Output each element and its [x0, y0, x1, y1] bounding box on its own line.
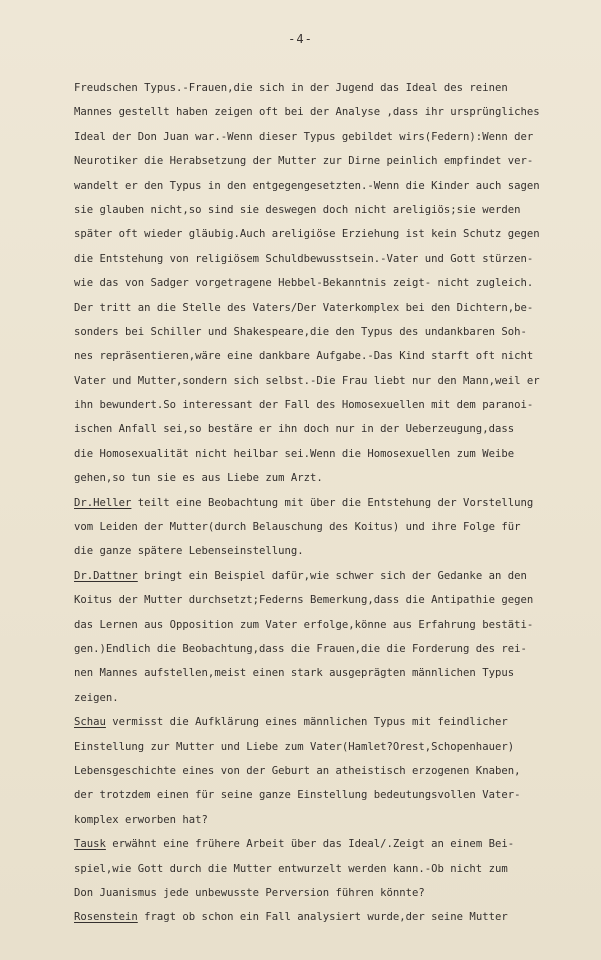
line-text: vom Leiden der Mutter(durch Belauschung des Koitus) und ihre Folge für [74, 521, 521, 534]
line-text: zeigen. [74, 691, 119, 704]
text-line [74, 198, 594, 222]
text-line [74, 417, 594, 441]
line-text: die Homosexualität nicht heilbar sei.Wenn die Homosexuellen zum Weibe [74, 447, 515, 460]
line-text: Vater und Mutter,sondern sich selbst.-Die Frau liebt nur den Mann,weil er [74, 374, 540, 387]
text-line [74, 710, 594, 734]
text-line [74, 857, 594, 881]
text-line [74, 76, 594, 100]
line-text: spiel,wie Gott durch die Mutter entwurzelt werden kann.-Ob nicht zum [74, 862, 508, 875]
text-line [74, 637, 594, 661]
text-line [74, 247, 594, 271]
text-line [74, 174, 594, 198]
line-text: ihn bewundert.So interessant der Fall des Homosexuellen mit dem paranoi- [74, 399, 534, 412]
speaker-name: Rosenstein [74, 911, 138, 924]
line-text: der trotzdem einen für seine ganze Einstellung bedeutungsvollen Vater- [74, 789, 521, 802]
text-line [74, 735, 594, 759]
text-line [74, 100, 594, 124]
line-text: Don Juanismus jede unbewusste Perversion führen könnte? [74, 886, 425, 899]
text-line [74, 539, 594, 563]
line-text: Der tritt an die Stelle des Vaters/Der Vaterkomplex bei den Dichtern,be- [74, 301, 534, 314]
line-text: nes repräsentieren,wäre eine dankbare Aufgabe.-Das Kind starft oft nicht [74, 350, 534, 363]
line-text: später oft wieder gläubig.Auch areligiöse Erziehung ist kein Schutz gegen [74, 228, 540, 241]
line-text: teilt eine Beobachtung mit über die Entstehung der Vorstellung [131, 496, 534, 509]
text-line [74, 369, 594, 393]
line-text: vermisst die Aufklärung eines männlichen Typus mit feindlicher [105, 716, 508, 729]
text-line [74, 320, 594, 344]
line-text: gen.)Endlich die Beobachtung,dass die Frauen,die die Forderung des rei- [74, 642, 527, 655]
speaker-name: Dr.Heller [74, 496, 132, 509]
line-text: fragt ob schon ein Fall analysiert wurde,der seine Mutter [137, 911, 508, 924]
line-text: gehen,so tun sie es aus Liebe zum Arzt. [74, 472, 323, 485]
text-line [74, 881, 594, 905]
text-line [74, 149, 594, 173]
line-text: Ideal der Don Juan war.-Wenn dieser Typus gebildet wirs(Federn):Wenn der [74, 130, 534, 143]
text-line [74, 344, 594, 368]
line-text: Koitus der Mutter durchsetzt;Federns Bemerkung,dass die Antipathie gegen [74, 594, 534, 607]
text-line [74, 466, 594, 490]
line-text: Einstellung zur Mutter und Liebe zum Vater(Hamlet?Orest,Schopenhauer) [74, 740, 515, 753]
line-text: Freudschen Typus.-Frauen,die sich in der Jugend das Ideal des reinen [74, 82, 508, 94]
line-text: das Lernen aus Opposition zum Vater erfolge,könne aus Erfahrung bestäti- [74, 618, 534, 631]
line-text: die Entstehung von religiösem Schuldbewusstsein.-Vater und Gott stürzen- [74, 252, 534, 265]
line-text: wie das von Sadger vorgetragene Hebbel-Bekanntnis zeigt- nicht zugleich. [74, 277, 534, 290]
line-text: bringt ein Beispiel dafür,wie schwer sich der Gedanke an den [137, 569, 527, 582]
line-text: sonders bei Schiller und Shakespeare,die den Typus des undankbaren Soh- [74, 325, 527, 338]
line-text: erwähnt eine frühere Arbeit über das Ideal/.Zeigt an einem Bei- [105, 838, 515, 851]
speaker-name: Dr.Dattner [74, 569, 138, 582]
text-line [74, 491, 594, 515]
line-text: Neurotiker die Herabsetzung der Mutter zur Dirne peinlich empfindet ver- [74, 155, 534, 168]
text-line [74, 442, 594, 466]
text-line [74, 296, 594, 320]
text-line [74, 564, 594, 588]
text-line [74, 832, 594, 856]
text-line [74, 393, 594, 417]
line-text: sie glauben nicht,so sind sie deswegen doch nicht areligiös;sie werden [74, 203, 521, 216]
page-number: -4- [288, 32, 313, 46]
line-text: Lebensgeschichte eines von der Geburt an atheistisch erzogenen Knaben, [74, 764, 521, 777]
line-text: Mannes gestellt haben zeigen oft bei der Analyse ,dass ihr ursprüngliches [74, 106, 540, 119]
line-text: komplex erworben hat? [74, 813, 208, 826]
text-line [74, 686, 594, 710]
text-line [74, 271, 594, 295]
text-line [74, 515, 594, 539]
speaker-name: Tausk [74, 838, 106, 851]
text-line [74, 613, 594, 637]
text-line [74, 125, 594, 149]
text-line [74, 808, 594, 832]
text-line [74, 783, 594, 807]
text-line [74, 661, 594, 685]
text-line [74, 588, 594, 612]
typed-text-body [74, 76, 594, 930]
line-text: wandelt er den Typus in den entgegengesetzten.-Wenn die Kinder auch sagen [74, 179, 540, 192]
speaker-name: Schau [74, 716, 106, 729]
line-text: die ganze spätere Lebenseinstellung. [74, 545, 304, 558]
text-line [74, 905, 594, 929]
text-line [74, 759, 594, 783]
line-text: nen Mannes aufstellen,meist einen stark ausgeprägten männlichen Typus [74, 667, 515, 680]
line-text: ischen Anfall sei,so bestäre er ihn doch nur in der Ueberzeugung,dass [74, 423, 515, 436]
text-line [74, 222, 594, 246]
